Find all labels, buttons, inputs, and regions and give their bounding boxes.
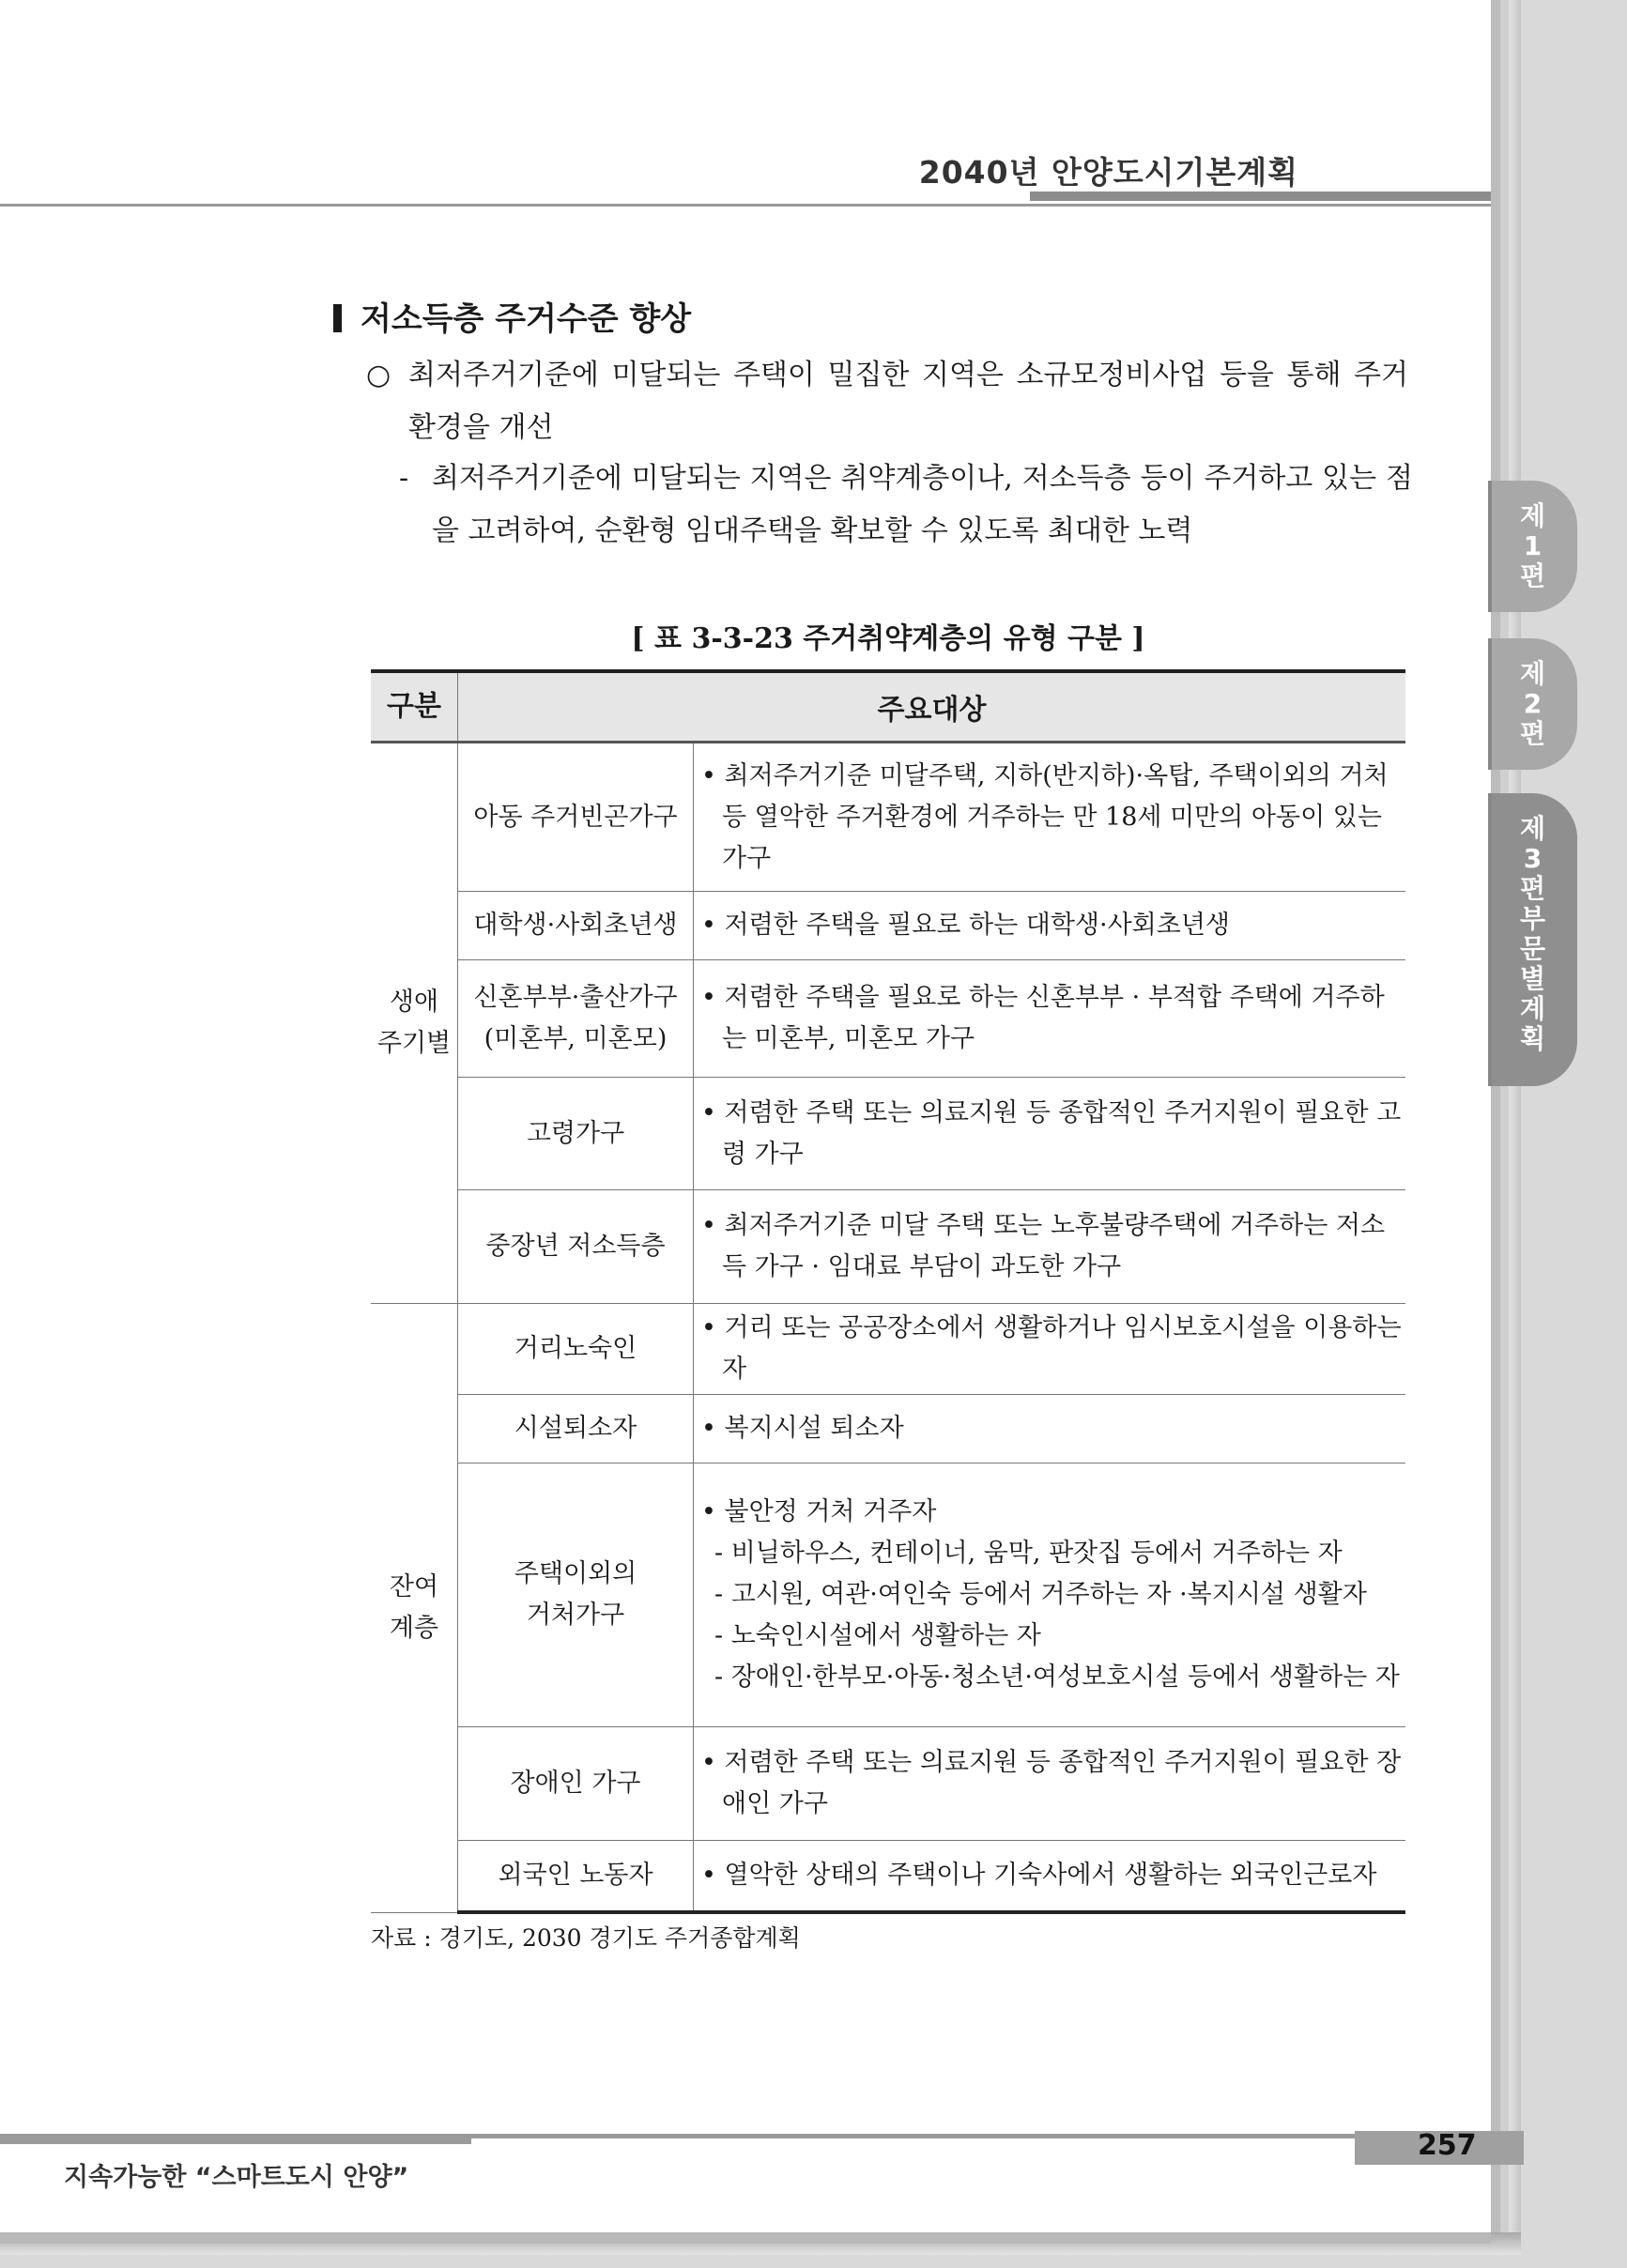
paragraph-1 xyxy=(366,349,1408,454)
table-row xyxy=(371,743,1405,892)
row-desc-text: • 불안정 거처 거주자 xyxy=(701,1497,937,1526)
tab-part-3-char: 부 xyxy=(1519,903,1546,934)
dash-bullet-icon: - xyxy=(399,462,409,495)
paragraph-2-text: 최저주거기준에 미달되는 지역은 취약계층이나, 저소득층 등이 주거하고 있는 점을 고려하여, 순환형 임대주택을 확보할 수 있도록 최대한 노력 xyxy=(432,462,1413,547)
row-desc-subitem: - 고시원, 여관·여인숙 등에서 거주하는 자 ·복지시설 생활자 xyxy=(714,1580,1367,1609)
row-type: 주택이외의 거처가구 xyxy=(458,1463,694,1727)
row-desc-text: • 저렴한 주택을 필요로 하는 신혼부부 · 부적합 주택에 거주하는 미혼부, 미혼모 가구 xyxy=(701,983,1385,1053)
footer-text: 지속가능한 “스마트도시 안양” xyxy=(64,2163,409,2192)
row-desc-subitem: - 비닐하우스, 컨테이너, 움막, 판잣집 등에서 거주하는 자 xyxy=(714,1539,1343,1568)
tab-part-1-char: 제 xyxy=(1519,500,1546,531)
row-desc-text: • 열악한 상태의 주택이나 기숙사에서 생활하는 외국인근로자 xyxy=(701,1861,1377,1890)
header-title: 2040년 안양도시기본계획 xyxy=(918,154,1298,191)
footer-rule-thick xyxy=(0,2134,471,2144)
tab-part-3-sectoral-plan[interactable] xyxy=(1488,793,1577,1086)
row-type: 외국인 노동자 xyxy=(458,1841,694,1913)
row-type: 고령가구 xyxy=(458,1078,694,1190)
group-residual: 잔여 계층 xyxy=(371,1304,458,1913)
tab-part-2-char: 제 xyxy=(1519,658,1546,689)
header-main-target: 주요대상 xyxy=(458,671,1406,743)
row-desc xyxy=(694,1304,1406,1395)
tab-part-1-char: 1 xyxy=(1523,530,1543,561)
row-desc-subitem: - 장애인·한부모·아동·청소년·여성보호시설 등에서 생활하는 자 xyxy=(714,1663,1400,1692)
row-type: 아동 주거빈곤가구 xyxy=(458,743,694,892)
section-heading-text: 저소득층 주거수준 향상 xyxy=(361,300,692,338)
row-desc-text: • 복지시설 퇴소자 xyxy=(701,1414,904,1443)
group-life-cycle: 생애 주기별 xyxy=(371,743,458,1304)
row-desc-text: • 최저주거기준 미달 주택 또는 노후불량주택에 거주하는 저소득 가구 · 임대료 부담이 과도한 가구 xyxy=(701,1211,1386,1281)
circle-bullet-icon: ○ xyxy=(366,359,391,391)
tab-part-3-char: 문 xyxy=(1519,933,1546,964)
table-caption: [ 표 3-3-23 주거취약계층의 유형 구분 ] xyxy=(631,622,1145,655)
table-row xyxy=(371,1078,1405,1190)
section-heading xyxy=(333,293,691,339)
heading-bar-icon xyxy=(333,304,342,332)
paragraph-2 xyxy=(399,452,1413,558)
row-desc-text: • 저렴한 주택을 필요로 하는 대학생·사회초년생 xyxy=(701,911,1230,940)
row-type: 시설퇴소자 xyxy=(458,1395,694,1463)
page-edge xyxy=(1502,0,1521,2244)
table-row xyxy=(371,960,1405,1078)
tab-part-3-char: 계 xyxy=(1519,993,1546,1024)
tab-part-1[interactable] xyxy=(1488,481,1577,612)
row-desc-text: • 거리 또는 공공장소에서 생활하거나 임시보호시설을 이용하는 자 xyxy=(701,1313,1402,1384)
paragraph-1-text: 최저주거기준에 미달되는 주택이 밀집한 지역은 소규모정비사업 등을 통해 주거 환경을 개선 xyxy=(408,359,1408,444)
row-desc xyxy=(694,1463,1406,1727)
row-type: 신혼부부·출산가구 (미혼부, 미혼모) xyxy=(458,960,694,1078)
row-type: 거리노숙인 xyxy=(458,1304,694,1395)
header-category: 구분 xyxy=(371,671,458,743)
page-number: 257 xyxy=(1418,2129,1477,2162)
row-desc xyxy=(694,1727,1406,1841)
table-row xyxy=(371,1190,1405,1304)
tab-part-1-char: 편 xyxy=(1519,560,1546,591)
housing-vulnerable-table xyxy=(371,669,1405,1914)
table-row xyxy=(371,1841,1405,1913)
row-type: 중장년 저소득층 xyxy=(458,1190,694,1304)
row-desc xyxy=(694,1078,1406,1190)
row-desc-text: • 저렴한 주택 또는 의료지원 등 종합적인 주거지원이 필요한 장애인 가구 xyxy=(701,1748,1402,1818)
row-desc-text: • 저렴한 주택 또는 의료지원 등 종합적인 주거지원이 필요한 고령 가구 xyxy=(701,1097,1402,1169)
tab-part-2-char: 2 xyxy=(1523,688,1543,719)
row-desc-text: • 최저주거기준 미달주택, 지하(반지하)·옥탑, 주택이외의 거처 등 열악한 주거환경에 거주하는 만 18세 미만의 아동이 있는 가구 xyxy=(701,760,1389,873)
tab-part-2[interactable] xyxy=(1488,638,1577,770)
table-row xyxy=(371,1304,1405,1395)
tab-part-3-char: 3 xyxy=(1523,843,1543,874)
row-desc xyxy=(694,960,1406,1078)
tab-part-3-char: 제 xyxy=(1519,813,1546,844)
row-desc xyxy=(694,892,1406,960)
row-type: 대학생·사회초년생 xyxy=(458,892,694,960)
table-row xyxy=(371,1727,1405,1841)
tab-part-3-char: 편 xyxy=(1519,873,1546,904)
table-row xyxy=(371,1395,1405,1463)
tab-part-3-char: 별 xyxy=(1519,963,1546,994)
table-header-row xyxy=(371,671,1405,743)
table-row xyxy=(371,1463,1405,1727)
page-bottom-edge xyxy=(0,2232,1521,2255)
tab-part-3-char: 획 xyxy=(1519,1023,1546,1054)
row-desc-subitem: - 노숙인시설에서 생활하는 자 xyxy=(714,1621,1041,1650)
source-note: 자료 : 경기도, 2030 경기도 주거종합계획 xyxy=(371,1924,801,1952)
row-desc xyxy=(694,1395,1406,1463)
row-type: 장애인 가구 xyxy=(458,1727,694,1841)
tab-part-2-char: 편 xyxy=(1519,718,1546,749)
table-row xyxy=(371,892,1405,960)
row-desc xyxy=(694,1841,1406,1913)
header-rule xyxy=(0,204,1491,207)
row-desc xyxy=(694,743,1406,892)
header-rule-thick xyxy=(1030,192,1491,201)
row-desc xyxy=(694,1190,1406,1304)
